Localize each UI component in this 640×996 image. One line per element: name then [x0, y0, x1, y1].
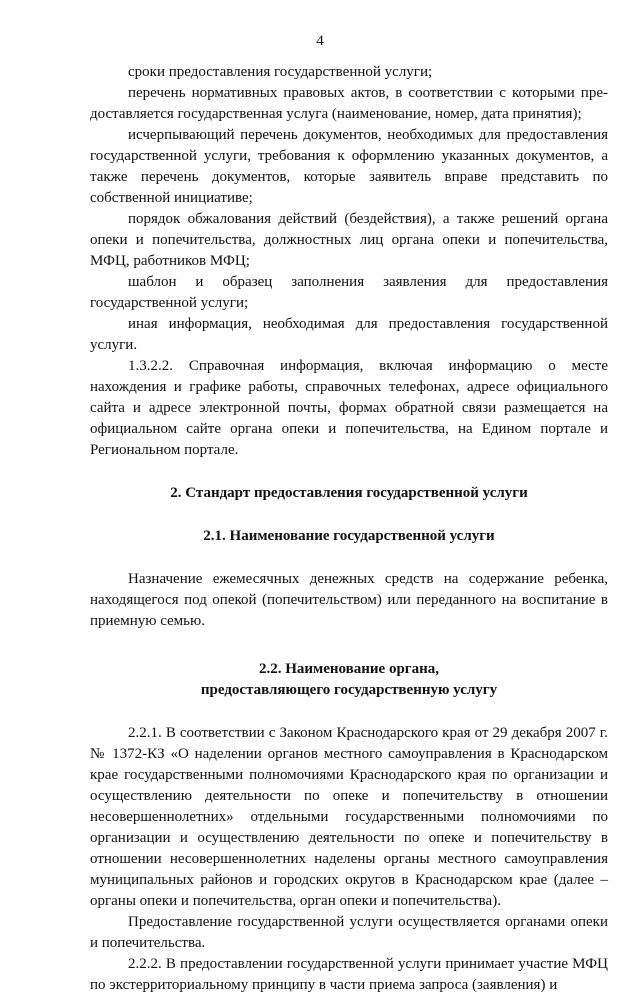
paragraph-2-2-2: 2.2.2. В предоставлении государственной услуги принимает участие МФЦ по экстерриториальному принципу в части приема запроса (заявления) и	[90, 956, 608, 993]
paragraph-appeal-procedure: порядок обжалования действий (бездействия), а также решений органа опеки и попечительства, должностных лиц органа опеки и попечительства, МФЦ, работников МФЦ;	[90, 211, 608, 269]
paragraph-provision-bodies: Предоставление государственной услуги осуществляется органами опеки и попечительства.	[90, 914, 608, 951]
section-2-heading: 2. Стандарт предоставления государственной услуги	[170, 485, 528, 501]
paragraph-reference-info: 1.3.2.2. Справочная информация, включая информацию о месте нахождения и графике работы, справочных телефонах, адресе официального сайта и адресе электронной почты, формах обратной связи размещается на официальном сайте органа опеки и попечительства, на Едином портале и Региональном портале.	[90, 358, 608, 458]
section-2-2-heading-line2: предоставляющего государственную услугу	[200, 682, 498, 698]
section-2-2-heading-line1: 2.2. Наименование органа,	[258, 661, 440, 677]
section-2-1-text: Назначение ежемесячных денежных средств на содержание ребенка, находящегося под опекой (попечительством) или переданного на воспитание в приемную семью.	[90, 571, 608, 629]
page-number: 4	[316, 33, 324, 49]
paragraph-legal-acts-line2: доставляется государственная услуга (наименование, номер, дата принятия);	[90, 106, 582, 122]
paragraph-documents-list: исчерпывающий перечень документов, необходимых для предоставления государственной услуги, требования к оформлению указанных документов, а также перечень документов, которые заявитель вправе представить по собственной инициативе;	[90, 127, 608, 206]
paragraph-2-2-1: 2.2.1. В соответствии с Законом Краснодарского края от 29 декабря 2007 г. № 1372-КЗ «О наделении органов местного самоуправления в Краснодарском крае государственными полномочиями Краснодарского края по организации и осуществлению деятельности по опеке и попечительству в отношении несовершеннолетних» отдельными государственными полномочиями по организации и осуществлению деятельности по опеке и попечительству в отношении несовершеннолетних наделены органы местного самоуправления муниципальных районов и городских округов в Краснодарском крае (далее – органы опеки и попечительства, орган опеки и попечительства).	[90, 725, 608, 909]
paragraph-deadlines: сроки предоставления государственной услуги;	[128, 64, 433, 80]
paragraph-application-template: шаблон и образец заполнения заявления для предоставления государственной услуги;	[90, 274, 608, 311]
paragraph-legal-acts-line1: перечень нормативных правовых актов, в соответствии с которыми пре-	[128, 85, 608, 101]
paragraph-other-info: иная информация, необходимая для предоставления государственной услуги.	[90, 316, 608, 353]
document-body	[90, 62, 608, 996]
section-2-1-heading: 2.1. Наименование государственной услуги	[203, 528, 495, 544]
